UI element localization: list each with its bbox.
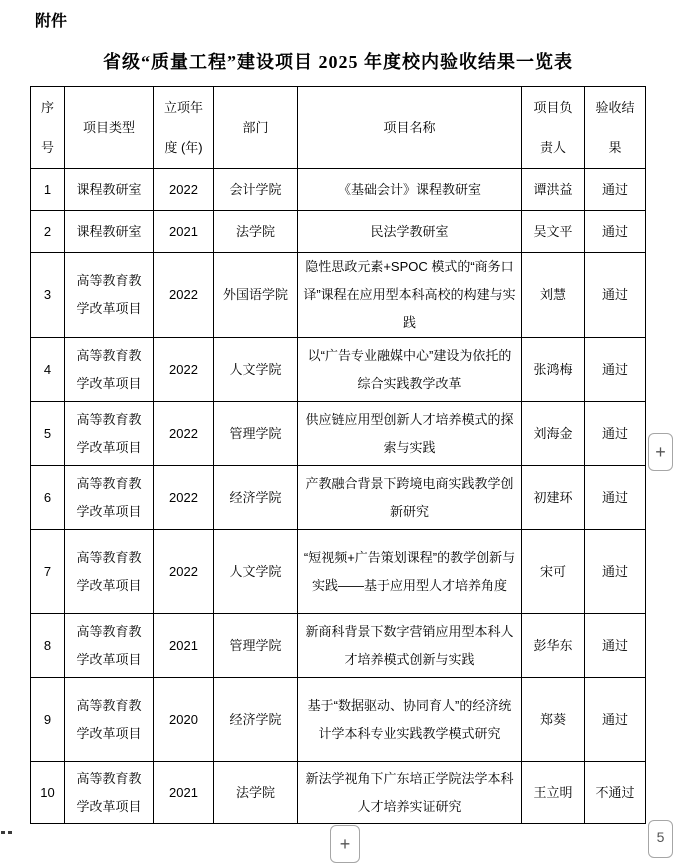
cell-result: 通过 <box>585 466 646 530</box>
cell-project-type: 高等教育教学改革项目 <box>65 402 154 466</box>
header-result: 验收结 果 <box>585 87 646 169</box>
results-table <box>30 86 646 824</box>
cell-serial: 5 <box>31 402 65 466</box>
table-row <box>31 338 646 402</box>
cell-leader: 王立明 <box>522 762 585 824</box>
clipped-text-fragment <box>1 831 5 834</box>
table-row <box>31 762 646 824</box>
cell-project-type: 高等教育教学改革项目 <box>65 338 154 402</box>
cell-year: 2022 <box>154 253 214 338</box>
cell-project-name: 以“广告专业融媒中心”建设为依托的综合实践教学改革 <box>298 338 522 402</box>
corner-glyph: 5 <box>656 829 665 845</box>
cell-leader: 初建环 <box>522 466 585 530</box>
cell-year: 2021 <box>154 614 214 678</box>
cell-result: 通过 <box>585 253 646 338</box>
cell-leader: 谭洪益 <box>522 169 585 211</box>
cell-department: 外国语学院 <box>214 253 298 338</box>
cell-year: 2022 <box>154 402 214 466</box>
cell-leader: 郑葵 <box>522 678 585 762</box>
cell-project-type: 高等教育教学改革项目 <box>65 466 154 530</box>
cell-leader: 张鸿梅 <box>522 338 585 402</box>
cell-project-type: 课程教研室 <box>65 169 154 211</box>
plus-icon: + <box>655 442 666 462</box>
cell-project-name: 供应链应用型创新人才培养模式的探索与实践 <box>298 402 522 466</box>
table-row <box>31 678 646 762</box>
cell-serial: 1 <box>31 169 65 211</box>
cell-year: 2020 <box>154 678 214 762</box>
add-column-button[interactable] <box>648 433 673 471</box>
cell-year: 2021 <box>154 762 214 824</box>
header-project-type: 项目类型 <box>65 87 154 169</box>
cell-serial: 10 <box>31 762 65 824</box>
cell-serial: 2 <box>31 211 65 253</box>
cell-leader: 彭华东 <box>522 614 585 678</box>
cell-serial: 7 <box>31 530 65 614</box>
cell-result: 通过 <box>585 169 646 211</box>
cell-year: 2022 <box>154 338 214 402</box>
cell-serial: 4 <box>31 338 65 402</box>
header-leader: 项目负 责人 <box>522 87 585 169</box>
table-row <box>31 211 646 253</box>
cell-department: 经济学院 <box>214 678 298 762</box>
cell-department: 经济学院 <box>214 466 298 530</box>
cell-serial: 8 <box>31 614 65 678</box>
clipped-text-fragment <box>8 831 12 834</box>
cell-project-type: 高等教育教学改革项目 <box>65 762 154 824</box>
cell-year: 2022 <box>154 169 214 211</box>
table-row <box>31 614 646 678</box>
table-row <box>31 466 646 530</box>
cell-serial: 9 <box>31 678 65 762</box>
cell-serial: 6 <box>31 466 65 530</box>
cell-department: 管理学院 <box>214 402 298 466</box>
cell-project-name: 隐性思政元素+SPOC 模式的“商务口译”课程在应用型本科高校的构建与实践 <box>298 253 522 338</box>
cell-result: 通过 <box>585 402 646 466</box>
table-row <box>31 169 646 211</box>
cell-year: 2022 <box>154 466 214 530</box>
cell-result: 通过 <box>585 211 646 253</box>
plus-icon: + <box>339 834 351 854</box>
header-serial: 序 号 <box>31 87 65 169</box>
header-department: 部门 <box>214 87 298 169</box>
cell-department: 法学院 <box>214 762 298 824</box>
attachment-label: 附件 <box>35 13 68 30</box>
cell-leader: 刘慧 <box>522 253 585 338</box>
cell-result: 通过 <box>585 338 646 402</box>
cell-leader: 刘海金 <box>522 402 585 466</box>
cell-department: 人文学院 <box>214 530 298 614</box>
corner-page-button[interactable] <box>648 820 673 858</box>
cell-project-name: “短视频+广告策划课程”的教学创新与实践——基于应用型人才培养角度 <box>298 530 522 614</box>
cell-leader: 宋可 <box>522 530 585 614</box>
cell-project-type: 课程教研室 <box>65 211 154 253</box>
page-title: 省级“质量工程”建设项目 2025 年度校内验收结果一览表 <box>103 52 573 72</box>
cell-project-name: 《基础会计》课程教研室 <box>298 169 522 211</box>
cell-project-name: 新法学视角下广东培正学院法学本科人才培养实证研究 <box>298 762 522 824</box>
cell-year: 2021 <box>154 211 214 253</box>
cell-project-type: 高等教育教学改革项目 <box>65 678 154 762</box>
cell-department: 会计学院 <box>214 169 298 211</box>
add-row-button[interactable] <box>330 825 360 863</box>
cell-result: 通过 <box>585 678 646 762</box>
table-row <box>31 530 646 614</box>
cell-project-type: 高等教育教学改革项目 <box>65 253 154 338</box>
cell-serial: 3 <box>31 253 65 338</box>
cell-department: 人文学院 <box>214 338 298 402</box>
cell-department: 法学院 <box>214 211 298 253</box>
cell-year: 2022 <box>154 530 214 614</box>
table-row <box>31 253 646 338</box>
cell-project-type: 高等教育教学改革项目 <box>65 530 154 614</box>
cell-result: 不通过 <box>585 762 646 824</box>
cell-project-name: 新商科背景下数字营销应用型本科人才培养模式创新与实践 <box>298 614 522 678</box>
header-year: 立项年 度 (年) <box>154 87 214 169</box>
cell-result: 通过 <box>585 614 646 678</box>
cell-project-type: 高等教育教学改革项目 <box>65 614 154 678</box>
cell-project-name: 产教融合背景下跨境电商实践教学创新研究 <box>298 466 522 530</box>
cell-department: 管理学院 <box>214 614 298 678</box>
cell-result: 通过 <box>585 530 646 614</box>
table-header-row <box>31 87 646 169</box>
table-row <box>31 402 646 466</box>
cell-project-name: 民法学教研室 <box>298 211 522 253</box>
cell-project-name: 基于“数据驱动、协同育人”的经济统计学本科专业实践教学模式研究 <box>298 678 522 762</box>
cell-leader: 吴文平 <box>522 211 585 253</box>
header-project-name: 项目名称 <box>298 87 522 169</box>
